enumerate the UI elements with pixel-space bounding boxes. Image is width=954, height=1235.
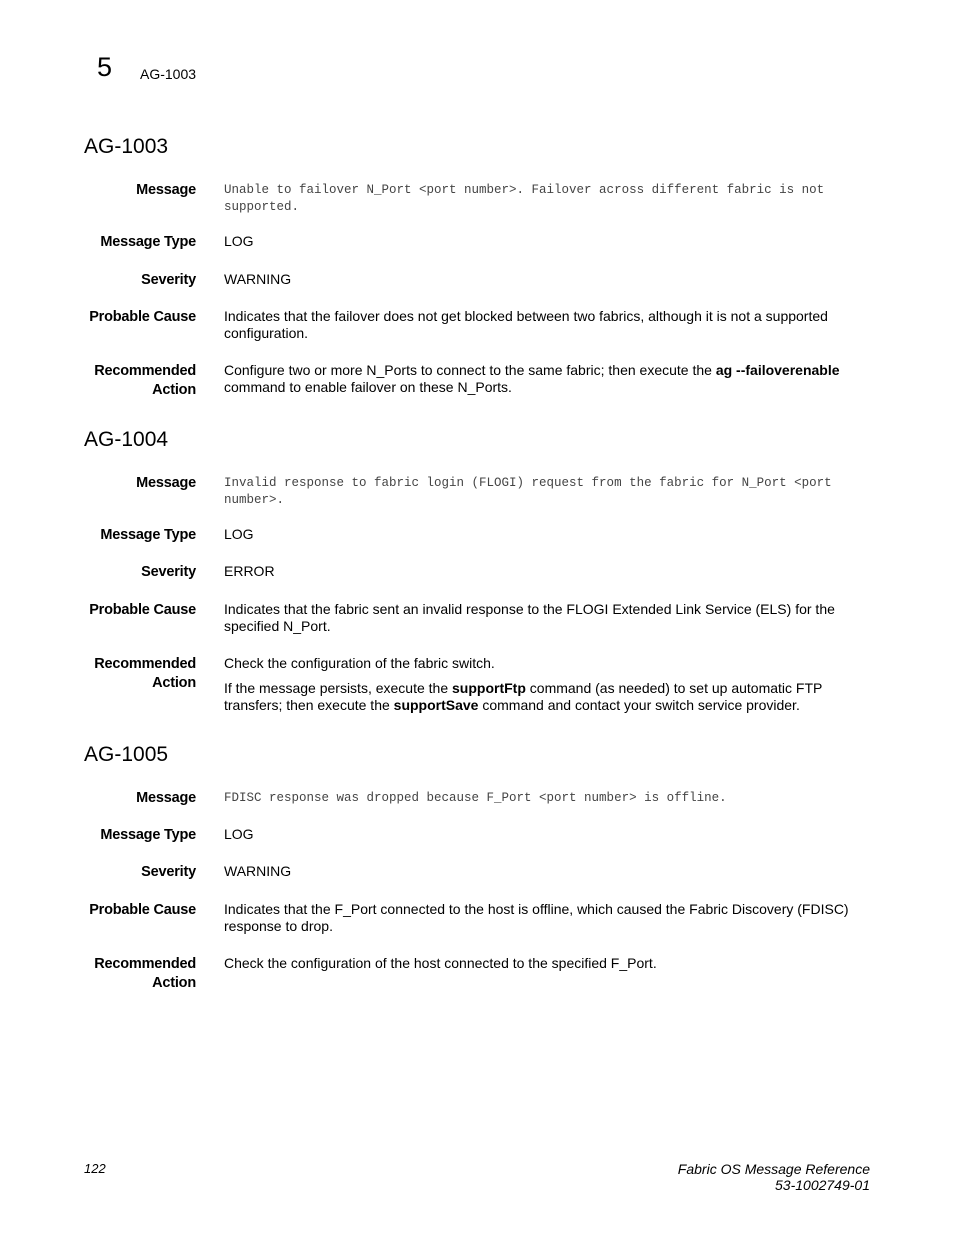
- field-value: LOG: [224, 526, 254, 542]
- text-run: command to enable failover on these N_Ports.: [224, 379, 512, 395]
- field-value: [224, 955, 874, 980]
- field-value: Indicates that the fabric sent an invalid response to the FLOGI Extended Link Service (ELS) for the specified N_Port.: [224, 601, 835, 634]
- field-value: [224, 362, 874, 404]
- command-name: ag --failoverenable: [715, 362, 840, 378]
- footer-document-info: [678, 1161, 870, 1193]
- field-label: [84, 655, 196, 693]
- label-line: Recommended: [94, 363, 196, 379]
- message-text: Invalid response to fabric login (FLOGI) request from the fabric for N_Port <port number>.: [224, 476, 832, 507]
- action-paragraph: [224, 362, 874, 396]
- field-value: WARNING: [224, 271, 292, 287]
- field-label: Severity: [141, 272, 196, 288]
- field-value: LOG: [224, 826, 254, 842]
- label-line: Action: [152, 675, 196, 691]
- text-run: command and contact your switch service provider.: [478, 697, 800, 713]
- chapter-number: 5: [97, 52, 113, 82]
- field-label: [84, 955, 196, 993]
- field-label: Probable Cause: [89, 602, 196, 618]
- field-value: LOG: [224, 233, 254, 249]
- field-label: Probable Cause: [89, 902, 196, 918]
- field-label: [84, 362, 196, 400]
- section-title: AG-1003: [84, 135, 169, 158]
- label-line: Action: [152, 382, 196, 398]
- field-label: Message: [136, 182, 196, 198]
- field-value: [224, 655, 874, 722]
- message-text: Unable to failover N_Port <port number>. Failover across different fabric is not supported.: [224, 183, 825, 214]
- text-run: command (as needed) to set up automatic FTP transfers; then execute the: [224, 680, 823, 713]
- label-line: Action: [152, 975, 196, 991]
- label-line: Recommended: [94, 656, 196, 672]
- document-title: Fabric OS Message Reference: [677, 1161, 870, 1177]
- section-title: AG-1005: [84, 743, 169, 766]
- message-entry-ag-1004: [84, 428, 884, 713]
- message-entry-ag-1003: [84, 135, 884, 398]
- field-value: WARNING: [224, 863, 292, 879]
- field-label: Message: [136, 475, 196, 491]
- action-paragraph: Check the configuration of the fabric switch.: [224, 655, 495, 671]
- text-run: Configure two or more N_Ports to connect to the same fabric; then execute the: [224, 362, 716, 378]
- field-value: ERROR: [224, 563, 275, 579]
- field-value: Indicates that the failover does not get blocked between two fabrics, although it is not a supported configuration.: [224, 308, 828, 341]
- label-line: Recommended: [94, 956, 196, 972]
- field-label: Message Type: [100, 234, 196, 250]
- message-entry-ag-1005: [84, 743, 884, 991]
- document-number: 53-1002749-01: [775, 1177, 870, 1193]
- command-name: supportFtp: [452, 680, 526, 696]
- section-title: AG-1004: [84, 428, 169, 451]
- message-text: FDISC response was dropped because F_Port <port number> is offline.: [224, 791, 727, 805]
- field-label: Probable Cause: [89, 309, 196, 325]
- field-label: Message Type: [100, 827, 196, 843]
- action-paragraph: Check the configuration of the host connected to the specified F_Port.: [224, 955, 657, 971]
- running-header: AG-1003: [140, 66, 197, 82]
- field-label: Severity: [141, 564, 196, 580]
- page-number: 122: [84, 1161, 106, 1176]
- field-label: Message: [136, 790, 196, 806]
- field-label: Message Type: [100, 527, 196, 543]
- field-label: Severity: [141, 864, 196, 880]
- action-paragraph: [224, 680, 874, 714]
- text-run: If the message persists, execute the: [224, 680, 453, 696]
- field-value: Indicates that the F_Port connected to the host is offline, which caused the Fabric Discovery (FDISC) response to drop.: [224, 901, 849, 934]
- command-name: supportSave: [393, 697, 479, 713]
